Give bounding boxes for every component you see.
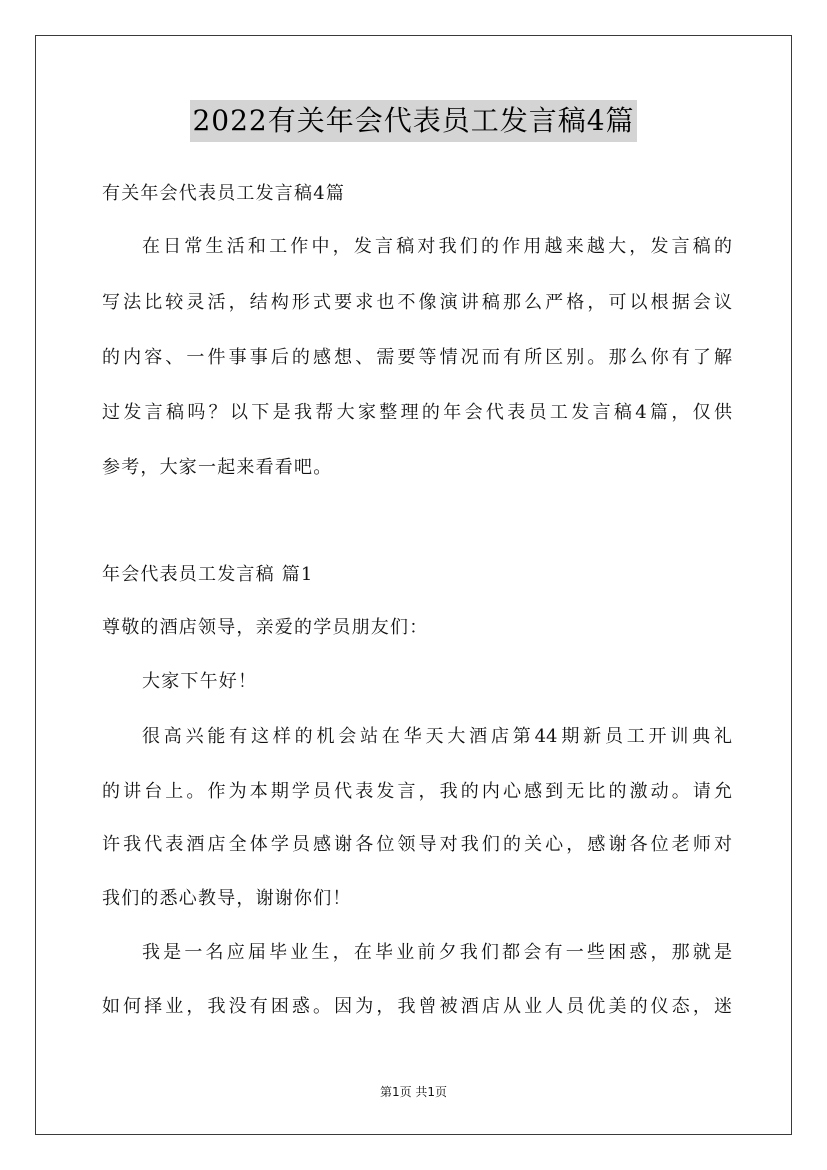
document-title: 2022有关年会代表员工发言稿4篇 [190,100,636,142]
intro-line-4: 过发言稿吗？以下是我帮大家整理的年会代表员工发言稿4篇，仅供 [102,402,732,423]
paragraph1-line-3: 许我代表酒店全体学员感谢各位领导对我们的关心，感谢各位老师对 [102,834,732,855]
intro-line-2: 写法比较灵活，结构形式要求也不像演讲稿那么严格，可以根据会议 [102,292,732,313]
section-heading: 年会代表员工发言稿 篇1 [102,564,314,585]
greeting: 大家下午好！ [142,671,258,692]
paragraph1-line-2: 的讲台上。作为本期学员代表发言，我的内心感到无比的激动。请允 [102,781,732,802]
paragraph1-line-1: 很高兴能有这样的机会站在华天大酒店第44期新员工开训典礼 [142,726,732,747]
paragraph1-line-4: 我们的悉心教导，谢谢你们！ [102,888,352,909]
paragraph2-line-1: 我是一名应届毕业生，在毕业前夕我们都会有一些困惑，那就是 [142,942,732,963]
intro-line-5: 参考，大家一起来看看吧。 [102,457,333,478]
intro-line-3: 的内容、一件事事后的感想、需要等情况而有所区别。那么你有了解 [102,347,732,368]
salutation: 尊敬的酒店领导，亲爱的学员朋友们： [102,617,429,638]
document-subtitle: 有关年会代表员工发言稿4篇 [102,183,346,204]
paragraph2-line-2: 如何择业，我没有困惑。因为，我曾被酒店从业人员优美的仪态，迷 [102,996,732,1017]
title-container [0,100,827,142]
page-number: 第1页 共1页 [379,1085,448,1099]
intro-line-1: 在日常生活和工作中，发言稿对我们的作用越来越大，发言稿的 [142,236,732,257]
